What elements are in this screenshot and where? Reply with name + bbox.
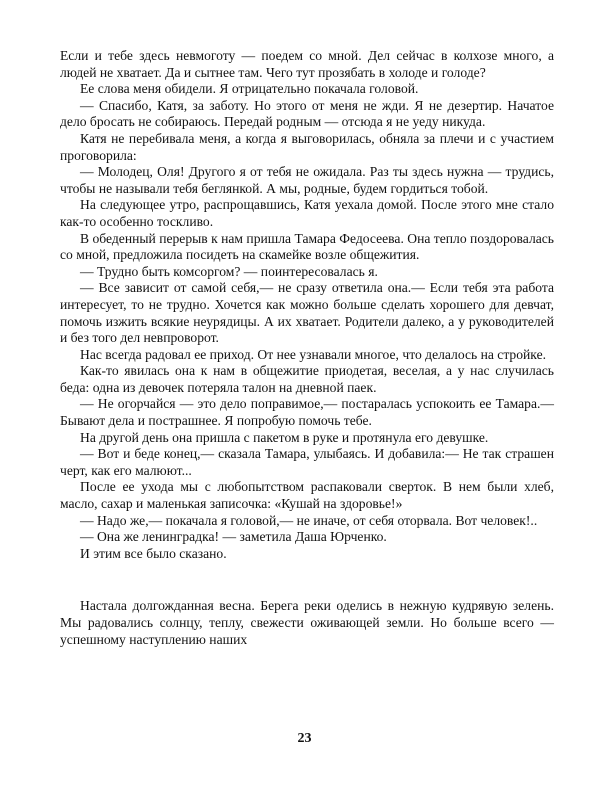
paragraph: Нас всегда радовал ее приход. От нее узнавали многое, что делалось на стройке. [80,346,546,362]
page-number: 23 [297,731,312,746]
paragraph: Если и тебе здесь невмоготу — поедем со мной. Дел сейчас в колхозе много, а людей не хватает. Да и сытнее там. Чего тут прозябать в холоде и голоде? [60,48,554,80]
paragraph: Как-то явилась она к нам в общежитие приодетая, веселая, а у нас случилась беда: одна из девочек потеряла талон на дневной паек. [60,363,554,395]
paragraph: — Вот и беде конец,— сказала Тамара, улыбаясь. И добавила:— Не так страшен черт, как его малюют... [60,446,554,478]
paragraph: — Трудно быть комсоргом? — поинтересовалась я. [80,263,378,279]
paragraph: — Все зависит от самой себя,— не сразу ответила она.— Если тебя эта работа интересует, то не трудно. Хочется как можно больше сделать хорошего для девчат, помочь изжить всякие неурядицы. А их хватает. Родители далеко, а у руководителей и без того дел невпроворот. [60,280,554,346]
paragraph: — Она же ленинградка! — заметила Даша Юрченко. [80,529,387,545]
paragraph: На следующее утро, распрощавшись, Катя уехала домой. После этого мне стало как-то особенно тоскливо. [60,197,554,229]
paragraph: Настала долгожданная весна. Берега реки оделись в нежную кудрявую зелень. Мы радовались солнцу, теплу, свежести оживающей земли. Но больше всего — успешному наступлению наших [60,598,554,647]
paragraph: — Не огорчайся — это дело поправимое,— постаралась успокоить ее Тамара.— Бывают дела и пострашнее. Я попробую помочь тебе. [60,396,554,429]
section-break [60,562,554,598]
paragraph: В обеденный перерыв к нам пришла Тамара Федосеева. Она тепло поздоровалась со мной, предложила посидеть на скамейке возле общежития. [60,230,554,263]
paragraph: — Молодец, Оля! Другого я от тебя не ожидала. Раз ты здесь нужна — трудись, чтобы не называли тебя беглянкой. А мы, родные, будем гордиться тобой. [60,164,554,196]
paragraph: На другой день она пришла с пакетом в руке и протянула его девушке. [80,429,489,445]
page-body [60,48,554,648]
paragraph: Катя не перебивала меня, а когда я выговорилась, обняла за плечи и с участием проговорила: [60,130,554,163]
paragraph: И этим все было сказано. [80,545,227,561]
paragraph: — Надо же,— покачала я головой,— не иначе, от себя оторвала. Вот человек!.. [80,512,538,528]
paragraph: После ее ухода мы с любопытством распаковали сверток. В нем были хлеб, масло, сахар и маленькая записочка: «Кушай на здоровье!» [60,479,554,512]
paragraph: Ее слова меня обидели. Я отрицательно покачала головой. [80,81,419,97]
paragraph: — Спасибо, Катя, за заботу. Но этого от меня не жди. Я не дезертир. Начатое дело бросать не собираюсь. Передай родным — отсюда я не уеду никуда. [60,97,554,130]
